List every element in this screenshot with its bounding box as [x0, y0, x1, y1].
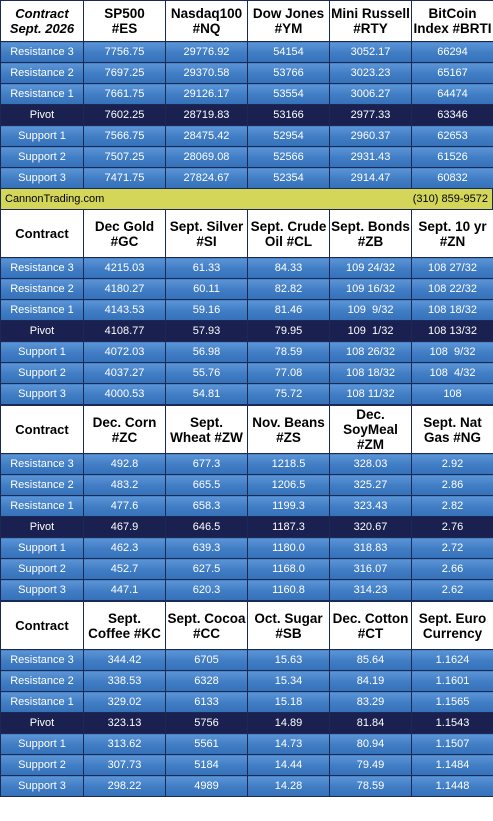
row-label: Resistance 2 — [1, 279, 84, 300]
instrument-header-line: Oil #CL — [264, 233, 313, 249]
instrument-header-line: #ES — [111, 21, 138, 36]
row-label: Resistance 1 — [1, 496, 84, 517]
level-value: 2.82 — [412, 496, 493, 517]
instrument-header-line: Sept. 10 yr — [418, 218, 487, 234]
contract-header — [1, 602, 84, 650]
row-label: Resistance 3 — [1, 454, 84, 475]
header-row — [1, 210, 493, 258]
instrument-header — [248, 210, 330, 258]
level-value: 63346 — [412, 105, 493, 126]
level-value: 108 22/32 — [412, 279, 493, 300]
level-row — [1, 776, 493, 797]
level-row — [1, 755, 493, 776]
level-value: 28719.83 — [166, 105, 248, 126]
instrument-header — [412, 1, 493, 42]
instrument-header — [412, 210, 493, 258]
level-value: 2960.37 — [330, 126, 412, 147]
level-value: 2977.33 — [330, 105, 412, 126]
level-row — [1, 559, 493, 580]
broker-website[interactable]: CannonTrading.com — [5, 193, 105, 205]
level-value: 2.76 — [412, 517, 493, 538]
instrument-header-line: #GC — [110, 233, 139, 249]
row-label: Resistance 1 — [1, 692, 84, 713]
instrument-header-line: Wheat #ZW — [170, 429, 243, 445]
row-label: Support 3 — [1, 384, 84, 405]
instrument-header-line: Currency — [422, 625, 483, 641]
instrument-header-line: Gas #NG — [423, 429, 482, 445]
contract-header — [1, 210, 84, 258]
instrument-header — [330, 1, 412, 42]
level-value: 329.02 — [84, 692, 166, 713]
level-value: 79.49 — [330, 755, 412, 776]
row-label: Support 3 — [1, 168, 84, 189]
level-value: 2931.43 — [330, 147, 412, 168]
level-value: 313.62 — [84, 734, 166, 755]
contract-header — [1, 406, 84, 454]
instrument-header — [84, 406, 166, 454]
instrument-header-line: Sept. Crude — [250, 218, 327, 234]
level-row — [1, 538, 493, 559]
level-value: 61526 — [412, 147, 493, 168]
row-label: Resistance 1 — [1, 300, 84, 321]
level-value: 79.95 — [248, 321, 330, 342]
level-value: 80.94 — [330, 734, 412, 755]
level-value: 323.13 — [84, 713, 166, 734]
instrument-header — [330, 602, 412, 650]
level-row — [1, 475, 493, 496]
row-label: Resistance 1 — [1, 84, 84, 105]
level-row — [1, 734, 493, 755]
level-value: 15.63 — [248, 650, 330, 671]
level-value: 53766 — [248, 63, 330, 84]
row-label: Resistance 2 — [1, 475, 84, 496]
instrument-header-line: Sept. Silver — [169, 218, 244, 234]
level-value: 5184 — [166, 755, 248, 776]
level-value: 62653 — [412, 126, 493, 147]
level-value: 109 1/32 — [330, 321, 412, 342]
level-value: 78.59 — [248, 342, 330, 363]
level-value: 6705 — [166, 650, 248, 671]
instrument-header — [166, 210, 248, 258]
level-value: 78.59 — [330, 776, 412, 797]
instrument-header-line: SoyMeal — [343, 422, 398, 437]
level-value: 467.9 — [84, 517, 166, 538]
level-value: 2.62 — [412, 580, 493, 601]
level-row — [1, 580, 493, 601]
instrument-header — [84, 602, 166, 650]
level-value: 4215.03 — [84, 258, 166, 279]
row-label: Support 2 — [1, 755, 84, 776]
level-value: 54.81 — [166, 384, 248, 405]
header-row — [1, 602, 493, 650]
level-value: 29126.17 — [166, 84, 248, 105]
level-row — [1, 384, 493, 405]
level-row — [1, 342, 493, 363]
level-value: 318.83 — [330, 538, 412, 559]
level-value: 665.5 — [166, 475, 248, 496]
level-row — [1, 63, 493, 84]
row-label: Support 3 — [1, 776, 84, 797]
level-value: 325.27 — [330, 475, 412, 496]
level-value: 1218.5 — [248, 454, 330, 475]
row-label: Resistance 3 — [1, 650, 84, 671]
level-value: 314.23 — [330, 580, 412, 601]
level-value: 60832 — [412, 168, 493, 189]
instrument-header — [84, 1, 166, 42]
instrument-header-line: Dec. — [356, 407, 385, 422]
level-value: 1.1624 — [412, 650, 493, 671]
level-value: 6328 — [166, 671, 248, 692]
level-value: 7471.75 — [84, 168, 166, 189]
level-value: 1.1543 — [412, 713, 493, 734]
level-row — [1, 650, 493, 671]
level-value: 1199.3 — [248, 496, 330, 517]
level-value: 7602.25 — [84, 105, 166, 126]
instrument-header-line: Nov. Beans — [252, 414, 325, 430]
instrument-header-line: Dec. Corn — [92, 414, 157, 430]
row-label: Support 3 — [1, 580, 84, 601]
level-value: 108 9/32 — [412, 342, 493, 363]
level-value: 14.44 — [248, 755, 330, 776]
level-value: 620.3 — [166, 580, 248, 601]
instrument-header-line: Dec. Cotton — [332, 610, 409, 626]
level-row — [1, 671, 493, 692]
instrument-header — [84, 210, 166, 258]
instrument-header-line: Index #BRTI — [413, 21, 492, 36]
pivot-table-4 — [0, 601, 493, 797]
instrument-header-line: #CC — [192, 625, 220, 641]
level-value: 1.1601 — [412, 671, 493, 692]
level-value: 29370.58 — [166, 63, 248, 84]
instrument-header-line: Sept. — [107, 610, 141, 626]
level-row — [1, 496, 493, 517]
level-value: 646.5 — [166, 517, 248, 538]
instrument-header-line: #SB — [275, 625, 302, 641]
level-value: 82.82 — [248, 279, 330, 300]
instrument-header-line: #ZB — [357, 233, 384, 249]
level-value: 53554 — [248, 84, 330, 105]
level-value: 2914.47 — [330, 168, 412, 189]
level-value: 3006.27 — [330, 84, 412, 105]
level-value: 344.42 — [84, 650, 166, 671]
instrument-header-line: Nasdaq100 — [170, 6, 243, 21]
level-value: 7661.75 — [84, 84, 166, 105]
level-value: 1180.0 — [248, 538, 330, 559]
level-value: 66294 — [412, 42, 493, 63]
level-value: 639.3 — [166, 538, 248, 559]
contract-header-line: Sept. 2026 — [9, 21, 75, 36]
level-value: 6133 — [166, 692, 248, 713]
level-value: 492.8 — [84, 454, 166, 475]
level-value: 28069.08 — [166, 147, 248, 168]
row-label: Resistance 3 — [1, 258, 84, 279]
level-value: 109 16/32 — [330, 279, 412, 300]
level-value: 108 13/32 — [412, 321, 493, 342]
level-value: 658.3 — [166, 496, 248, 517]
instrument-header-line: Coffee #KC — [88, 625, 161, 641]
instrument-header-line: #NQ — [192, 21, 221, 36]
level-value: 55.76 — [166, 363, 248, 384]
row-label: Support 1 — [1, 126, 84, 147]
level-value: 452.7 — [84, 559, 166, 580]
level-value: 15.34 — [248, 671, 330, 692]
pivot-row — [1, 713, 493, 734]
pivot-table-2 — [0, 209, 493, 405]
instrument-header-line: BitCoin — [428, 6, 477, 21]
instrument-header-line: Oct. Sugar — [254, 610, 323, 626]
instrument-header-line: Dec Gold — [94, 218, 155, 234]
level-row — [1, 300, 493, 321]
row-label: Support 2 — [1, 147, 84, 168]
level-value: 53166 — [248, 105, 330, 126]
level-value: 77.08 — [248, 363, 330, 384]
broker-phone: (310) 859-9572 — [412, 193, 488, 205]
level-row — [1, 168, 493, 189]
level-value: 52566 — [248, 147, 330, 168]
row-label: Pivot — [1, 105, 84, 126]
pivot-row — [1, 321, 493, 342]
level-value: 15.18 — [248, 692, 330, 713]
contract-header-line: Contract — [15, 226, 69, 241]
instrument-header — [248, 406, 330, 454]
level-value: 328.03 — [330, 454, 412, 475]
level-value: 4108.77 — [84, 321, 166, 342]
level-value: 3052.17 — [330, 42, 412, 63]
level-value: 323.43 — [330, 496, 412, 517]
level-value: 75.72 — [248, 384, 330, 405]
row-label: Support 1 — [1, 538, 84, 559]
level-value: 4000.53 — [84, 384, 166, 405]
level-row — [1, 126, 493, 147]
level-value: 61.33 — [166, 258, 248, 279]
level-value: 1160.8 — [248, 580, 330, 601]
pivot-row — [1, 517, 493, 538]
instrument-header — [412, 406, 493, 454]
instrument-header-line: #ZM — [357, 437, 384, 452]
broker-banner — [0, 189, 493, 209]
instrument-header-line: Sept. Nat — [423, 414, 482, 430]
instrument-header-line: #ZC — [111, 429, 138, 445]
level-value: 108 — [412, 384, 493, 405]
row-label: Pivot — [1, 321, 84, 342]
level-value: 4989 — [166, 776, 248, 797]
instrument-header — [166, 406, 248, 454]
instrument-header-line: #SI — [196, 233, 217, 249]
instrument-header — [330, 406, 412, 454]
level-value: 1206.5 — [248, 475, 330, 496]
instrument-header — [248, 602, 330, 650]
level-value: 1187.3 — [248, 517, 330, 538]
instrument-header — [166, 602, 248, 650]
level-value: 483.2 — [84, 475, 166, 496]
level-value: 477.6 — [84, 496, 166, 517]
level-value: 338.53 — [84, 671, 166, 692]
level-value: 4143.53 — [84, 300, 166, 321]
level-value: 4180.27 — [84, 279, 166, 300]
level-value: 60.11 — [166, 279, 248, 300]
level-value: 5756 — [166, 713, 248, 734]
level-value: 5561 — [166, 734, 248, 755]
pivot-table-3 — [0, 405, 493, 601]
level-value: 316.07 — [330, 559, 412, 580]
instrument-header — [166, 1, 248, 42]
level-row — [1, 258, 493, 279]
level-value: 108 4/32 — [412, 363, 493, 384]
header-row — [1, 406, 493, 454]
instrument-header-line: #YM — [274, 21, 303, 36]
level-value: 2.92 — [412, 454, 493, 475]
instrument-header-line: #ZN — [439, 233, 466, 249]
level-value: 52354 — [248, 168, 330, 189]
level-value: 84.33 — [248, 258, 330, 279]
pivot-row — [1, 105, 493, 126]
level-row — [1, 279, 493, 300]
level-value: 307.73 — [84, 755, 166, 776]
level-row — [1, 363, 493, 384]
row-label: Resistance 3 — [1, 42, 84, 63]
level-value: 7507.25 — [84, 147, 166, 168]
instrument-header — [412, 602, 493, 650]
level-value: 83.29 — [330, 692, 412, 713]
header-row — [1, 1, 493, 42]
level-value: 2.72 — [412, 538, 493, 559]
row-label: Support 2 — [1, 363, 84, 384]
level-value: 1.1484 — [412, 755, 493, 776]
level-row — [1, 147, 493, 168]
level-value: 81.46 — [248, 300, 330, 321]
level-value: 57.93 — [166, 321, 248, 342]
level-value: 3023.23 — [330, 63, 412, 84]
level-value: 27824.67 — [166, 168, 248, 189]
level-value: 298.22 — [84, 776, 166, 797]
level-value: 14.73 — [248, 734, 330, 755]
instrument-header — [330, 210, 412, 258]
row-label: Pivot — [1, 713, 84, 734]
instrument-header-line: Sept. Cocoa — [167, 610, 246, 626]
level-value: 1.1565 — [412, 692, 493, 713]
level-value: 1.1448 — [412, 776, 493, 797]
level-value: 108 18/32 — [412, 300, 493, 321]
level-value: 81.84 — [330, 713, 412, 734]
instrument-header-line: Mini Russell — [331, 6, 410, 21]
instrument-header-line: #ZS — [276, 429, 301, 445]
level-value: 4072.03 — [84, 342, 166, 363]
level-value: 2.66 — [412, 559, 493, 580]
level-value: 2.86 — [412, 475, 493, 496]
instrument-header-line: #RTY — [353, 21, 388, 36]
instrument-header-line: Sept. — [189, 414, 223, 430]
row-label: Support 1 — [1, 342, 84, 363]
contract-header — [1, 1, 84, 42]
level-row — [1, 454, 493, 475]
level-value: 1168.0 — [248, 559, 330, 580]
level-value: 462.3 — [84, 538, 166, 559]
level-value: 59.16 — [166, 300, 248, 321]
instrument-header-line: Dow Jones — [252, 6, 325, 21]
level-value: 7566.75 — [84, 126, 166, 147]
level-value: 109 9/32 — [330, 300, 412, 321]
contract-header-line: Contract — [15, 422, 69, 437]
level-value: 54154 — [248, 42, 330, 63]
contract-header-line: Contract — [15, 618, 69, 633]
level-value: 7697.25 — [84, 63, 166, 84]
level-value: 14.28 — [248, 776, 330, 797]
level-value: 52954 — [248, 126, 330, 147]
level-value: 627.5 — [166, 559, 248, 580]
instrument-header-line: SP500 — [104, 6, 145, 21]
level-value: 4037.27 — [84, 363, 166, 384]
level-value: 56.98 — [166, 342, 248, 363]
level-value: 320.67 — [330, 517, 412, 538]
level-value: 84.19 — [330, 671, 412, 692]
row-label: Pivot — [1, 517, 84, 538]
instrument-header-line: Sept. Euro — [418, 610, 487, 626]
row-label: Support 2 — [1, 559, 84, 580]
level-value: 1.1507 — [412, 734, 493, 755]
level-value: 7756.75 — [84, 42, 166, 63]
level-value: 29776.92 — [166, 42, 248, 63]
level-value: 14.89 — [248, 713, 330, 734]
level-value: 677.3 — [166, 454, 248, 475]
level-value: 109 24/32 — [330, 258, 412, 279]
row-label: Resistance 2 — [1, 671, 84, 692]
instrument-header — [248, 1, 330, 42]
level-value: 447.1 — [84, 580, 166, 601]
level-value: 64474 — [412, 84, 493, 105]
row-label: Support 1 — [1, 734, 84, 755]
level-value: 85.64 — [330, 650, 412, 671]
contract-header-line: Contract — [15, 6, 69, 21]
level-value: 108 27/32 — [412, 258, 493, 279]
level-value: 65167 — [412, 63, 493, 84]
level-row — [1, 692, 493, 713]
level-value: 28475.42 — [166, 126, 248, 147]
level-value: 108 18/32 — [330, 363, 412, 384]
level-value: 108 11/32 — [330, 384, 412, 405]
level-value: 108 26/32 — [330, 342, 412, 363]
instrument-header-line: #CT — [357, 625, 384, 641]
instrument-header-line: Sept. Bonds — [331, 218, 410, 234]
level-row — [1, 84, 493, 105]
row-label: Resistance 2 — [1, 63, 84, 84]
level-row — [1, 42, 493, 63]
pivot-table-1 — [0, 0, 493, 189]
